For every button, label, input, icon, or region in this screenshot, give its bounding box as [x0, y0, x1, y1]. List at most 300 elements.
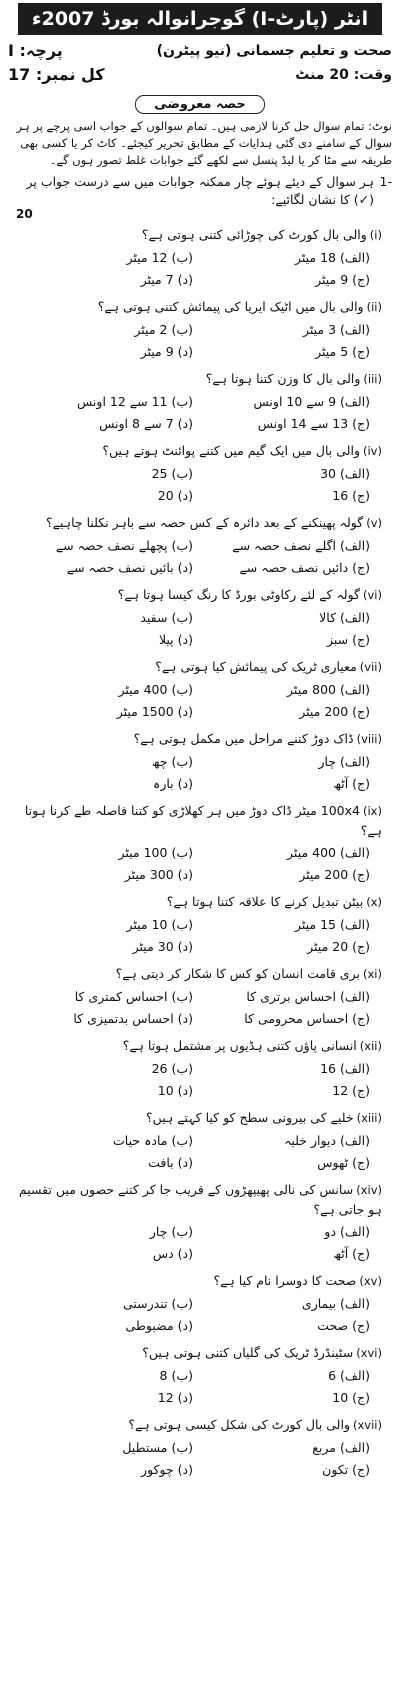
option-letter: (الف) [340, 754, 370, 769]
option-text: مادہ حیات [113, 1133, 168, 1148]
option-item[interactable] [193, 1244, 370, 1263]
option-letter: (الف) [340, 466, 370, 481]
question-text [8, 657, 392, 677]
option-item[interactable] [16, 1081, 193, 1100]
option-letter: (ج) [352, 1390, 370, 1405]
option-letter: (د) [177, 1011, 193, 1026]
option-letter: (الف) [340, 610, 370, 625]
option-text: 7 سے 8 اونس [99, 416, 174, 431]
option-item[interactable] [193, 270, 370, 289]
option-item[interactable] [16, 486, 193, 505]
question-number: (iii) [363, 372, 382, 386]
subject-label: صحت و تعلیم جسمانی (نیو پیٹرن) [156, 43, 392, 59]
option-text: 8 [159, 1368, 168, 1383]
question-stem: سٹینڈرڈ ٹریک کی گلیاں کتنی ہوتی ہیں؟ [142, 1345, 354, 1360]
option-letter: (ج) [352, 1155, 370, 1170]
option-letter: (ج) [352, 344, 370, 359]
option-letter: (الف) [340, 1368, 370, 1383]
option-text: چار [149, 1224, 168, 1239]
question-number: (xvii) [352, 1418, 382, 1432]
option-item[interactable] [193, 937, 370, 956]
option-letter: (د) [177, 704, 193, 719]
option-text: 3 میٹر [302, 322, 337, 337]
option-text: پیلا [158, 632, 174, 647]
option-item[interactable] [16, 608, 193, 627]
option-item[interactable] [16, 1009, 193, 1028]
question-number: (i) [369, 228, 382, 242]
option-letter: (ب) [171, 845, 193, 860]
options-grid [8, 984, 392, 1028]
options-grid [8, 1291, 392, 1335]
option-text: 1500 میٹر [116, 704, 174, 719]
option-text: اگلے نصف حصہ سے [232, 538, 337, 553]
question-item [8, 369, 392, 433]
option-letter: (ج) [352, 272, 370, 287]
option-text: 9 میٹر [315, 272, 349, 287]
options-grid [8, 1363, 392, 1407]
option-text: 16 [332, 488, 349, 503]
question-item [8, 1415, 392, 1479]
question-item [8, 801, 392, 884]
option-text: مضبوطی [125, 1318, 174, 1333]
option-text: آٹھ [333, 776, 349, 791]
question-stem: گولہ پھینکنے کے بعد دائرہ کے کس حصہ سے باہر نکلنا چاہیے؟ [46, 515, 364, 530]
option-item[interactable] [16, 1460, 193, 1479]
option-item[interactable] [193, 865, 370, 884]
option-letter: (الف) [340, 989, 370, 1004]
option-text: 12 [157, 1390, 174, 1405]
option-item[interactable] [16, 1366, 193, 1385]
question-list [8, 225, 392, 1479]
options-grid [8, 677, 392, 721]
option-letter: (د) [177, 488, 193, 503]
option-letter: (ب) [171, 1440, 193, 1455]
option-item[interactable] [16, 1294, 193, 1313]
option-letter: (ج) [352, 560, 370, 575]
question-number: (xi) [362, 967, 382, 981]
option-text: 18 میٹر [294, 250, 337, 265]
question-text [8, 513, 392, 533]
option-letter: (الف) [340, 682, 370, 697]
option-item[interactable] [193, 915, 370, 934]
option-text: پچھلے نصف حصہ سے [55, 538, 168, 553]
option-item[interactable] [193, 1316, 370, 1335]
option-text: 800 میٹر [287, 682, 337, 697]
question-item [8, 964, 392, 1028]
question-number: (xiii) [356, 1111, 382, 1125]
option-text: آٹھ [333, 1246, 349, 1261]
option-text: 9 میٹر [140, 344, 174, 359]
option-text: 10 [157, 1083, 174, 1098]
option-text: 26 [151, 1061, 168, 1076]
question-number: (v) [366, 516, 382, 530]
question-text [8, 892, 392, 912]
question-stem: والی بال کورٹ کی شکل کیسی ہوتی ہے؟ [128, 1417, 350, 1432]
option-letter: (د) [177, 776, 193, 791]
option-text: 11 سے 12 اونس [77, 394, 168, 409]
question-number: (vii) [359, 660, 382, 674]
option-letter: (ج) [352, 632, 370, 647]
question-stem: خلیے کی بیرونی سطح کو کیا کہتے ہیں؟ [146, 1110, 354, 1125]
option-letter: (د) [177, 560, 193, 575]
option-item[interactable] [193, 702, 370, 721]
question-text [8, 225, 392, 245]
option-item[interactable] [193, 1009, 370, 1028]
question-item [8, 1108, 392, 1172]
option-item[interactable] [16, 752, 193, 771]
option-letter: (ب) [171, 1368, 193, 1383]
question-stem: انسانی پاؤں کتنی ہڈیوں پر مشتمل ہوتا ہے؟ [122, 1038, 357, 1053]
option-letter: (ب) [171, 322, 193, 337]
option-letter: (د) [177, 1083, 193, 1098]
option-item[interactable] [16, 680, 193, 699]
option-letter: (ج) [352, 1318, 370, 1333]
option-text: 10 [332, 1390, 349, 1405]
title-bar [8, 0, 392, 39]
option-letter: (ج) [352, 1011, 370, 1026]
option-text: 6 [328, 1368, 337, 1383]
time-label: وقت: 20 منٹ [295, 67, 392, 83]
question-text [8, 1108, 392, 1128]
question-item [8, 225, 392, 289]
option-letter: (د) [177, 1318, 193, 1333]
option-letter: (الف) [340, 1296, 370, 1311]
question-item [8, 892, 392, 956]
option-letter: (ب) [171, 538, 193, 553]
question-text [8, 964, 392, 984]
option-text: 20 میٹر [307, 939, 349, 954]
question-item [8, 1180, 392, 1263]
options-grid [8, 317, 392, 361]
option-letter: (د) [177, 1390, 193, 1405]
option-item[interactable] [193, 630, 370, 649]
option-text: احساس بدتمیزی کا [73, 1011, 174, 1026]
option-letter: (ج) [352, 488, 370, 503]
option-item[interactable] [193, 536, 370, 555]
option-item[interactable] [16, 987, 193, 1006]
question-stem: والی بال کا وزن کتنا ہوتا ہے؟ [205, 371, 361, 386]
options-grid [8, 912, 392, 956]
option-text: 16 [320, 1061, 337, 1076]
option-text: 9 سے 10 اونس [253, 394, 337, 409]
option-item[interactable] [193, 1366, 370, 1385]
option-item[interactable] [193, 414, 370, 433]
option-text: بیماری [301, 1296, 337, 1311]
question-text [8, 1415, 392, 1435]
option-text: سبز [327, 632, 349, 647]
question-item [8, 1271, 392, 1335]
option-item[interactable] [193, 752, 370, 771]
option-item[interactable] [16, 464, 193, 483]
option-letter: (الف) [340, 1061, 370, 1076]
option-letter: (د) [177, 867, 193, 882]
option-item[interactable] [16, 414, 193, 433]
question-text [8, 1343, 392, 1363]
question-item [8, 441, 392, 505]
option-text: احساس محرومی کا [244, 1011, 349, 1026]
option-item[interactable] [16, 1316, 193, 1335]
option-item[interactable] [193, 464, 370, 483]
option-letter: (ب) [171, 610, 193, 625]
option-text: دو [324, 1224, 337, 1239]
option-letter: (الف) [340, 250, 370, 265]
options-grid [8, 749, 392, 793]
option-item[interactable] [193, 1081, 370, 1100]
question-item [8, 1343, 392, 1407]
header-row-1 [8, 39, 392, 63]
option-letter: (ج) [352, 1083, 370, 1098]
options-grid [8, 1435, 392, 1479]
question-number: (xii) [359, 1039, 382, 1053]
option-text: چھ [151, 754, 168, 769]
option-letter: (ج) [352, 1246, 370, 1261]
option-letter: (ج) [352, 939, 370, 954]
option-text: دس [152, 1246, 174, 1261]
option-letter: (د) [177, 1155, 193, 1170]
option-text: 30 [320, 466, 337, 481]
question-stem: سانس کی نالی پھیپھڑوں کے قریب جا کر کتنے حصوں میں تقسیم ہو جاتی ہے؟ [18, 1182, 382, 1217]
option-letter: (د) [177, 1246, 193, 1261]
question-number: (ix) [362, 804, 382, 818]
option-item[interactable] [16, 342, 193, 361]
option-letter: (ب) [171, 917, 193, 932]
option-letter: (الف) [340, 538, 370, 553]
option-item[interactable] [193, 987, 370, 1006]
option-text: کالا [319, 610, 337, 625]
paper-label: پرچہ: I [8, 41, 63, 60]
option-item[interactable] [16, 843, 193, 862]
question-text [8, 441, 392, 461]
question-item [8, 513, 392, 577]
option-letter: (ج) [352, 867, 370, 882]
option-item[interactable] [16, 774, 193, 793]
option-text: 2 میٹر [134, 322, 168, 337]
option-text: تندرستی [122, 1296, 168, 1311]
option-item[interactable] [16, 1059, 193, 1078]
option-item[interactable] [193, 843, 370, 862]
question-number: (xvi) [356, 1346, 382, 1360]
instruction-marks: 20 [16, 207, 33, 221]
option-letter: (ج) [352, 416, 370, 431]
question-stem: ڈاک دوڑ کتنے مراحل میں مکمل ہوتی ہے؟ [133, 731, 354, 746]
option-item[interactable] [193, 1460, 370, 1479]
question-number: (xiv) [356, 1183, 382, 1197]
question-stem: صحت کا دوسرا نام کیا ہے؟ [213, 1273, 357, 1288]
option-text: 12 [332, 1083, 349, 1098]
option-letter: (ب) [171, 1224, 193, 1239]
option-letter: (ج) [352, 704, 370, 719]
option-letter: (ب) [171, 989, 193, 1004]
question-stem: والی بال میں اٹیک ایریا کی پیمائش کتنی ہوتی ہے؟ [97, 299, 364, 314]
option-letter: (ب) [171, 1061, 193, 1076]
option-text: چار [318, 754, 337, 769]
option-letter: (ج) [352, 1462, 370, 1477]
option-item[interactable] [16, 536, 193, 555]
option-item[interactable] [16, 865, 193, 884]
option-letter: (ج) [352, 776, 370, 791]
option-item[interactable] [193, 774, 370, 793]
option-text: 7 میٹر [140, 272, 174, 287]
option-text: 10 میٹر [126, 917, 168, 932]
total-marks-label: کل نمبر: 17 [8, 65, 105, 84]
options-grid [8, 533, 392, 577]
option-text: 30 میٹر [132, 939, 174, 954]
option-item[interactable] [16, 937, 193, 956]
option-text: 13 سے 14 اونس [257, 416, 349, 431]
option-item[interactable] [16, 1153, 193, 1172]
option-letter: (ب) [171, 682, 193, 697]
options-grid [8, 605, 392, 649]
option-text: مستطیل [122, 1440, 168, 1455]
option-text: صحت [317, 1318, 349, 1333]
question-number: (viii) [356, 732, 382, 746]
question-stem: بیٹن تبدیل کرنے کا علاقہ کتنا ہوتا ہے؟ [166, 894, 364, 909]
question-stem: معیاری ٹریک کی پیمائش کیا ہوتی ہے؟ [155, 659, 357, 674]
question-stem: والی بال میں ایک گیم میں کتنے پوائنٹ ہوتے ہیں؟ [102, 443, 360, 458]
option-letter: (د) [177, 632, 193, 647]
option-letter: (ب) [171, 466, 193, 481]
option-text: ٹھوس [317, 1155, 349, 1170]
question-text [8, 297, 392, 317]
option-letter: (ب) [171, 1133, 193, 1148]
option-item[interactable] [193, 342, 370, 361]
question-text [8, 585, 392, 605]
options-grid [8, 245, 392, 289]
option-item[interactable] [193, 1131, 370, 1150]
question-text [8, 1271, 392, 1291]
options-grid [8, 1128, 392, 1172]
option-item[interactable] [193, 1438, 370, 1457]
option-item[interactable] [16, 1388, 193, 1407]
question-item [8, 657, 392, 721]
option-letter: (د) [177, 939, 193, 954]
page-title: انٹر (پارٹ-I) گوجرانوالہ بورڈ 2007ء [18, 3, 382, 35]
option-letter: (د) [177, 1462, 193, 1477]
option-text: 20 [157, 488, 174, 503]
option-text: احساس برتری کا [246, 989, 337, 1004]
option-item[interactable] [193, 320, 370, 339]
option-item[interactable] [193, 558, 370, 577]
option-text: بارہ [153, 776, 174, 791]
option-item[interactable] [193, 248, 370, 267]
question-number: (xv) [359, 1274, 382, 1288]
option-letter: (د) [177, 416, 193, 431]
option-item[interactable] [16, 558, 193, 577]
question-stem: گولہ کے لئے رکاوٹی بورڈ کا رنگ کیسا ہوتا ہے؟ [117, 587, 360, 602]
option-text: مربع [312, 1440, 337, 1455]
option-letter: (ب) [171, 250, 193, 265]
option-letter: (الف) [340, 1440, 370, 1455]
option-text: 5 میٹر [315, 344, 349, 359]
option-letter: (الف) [340, 845, 370, 860]
option-text: بافت [148, 1155, 174, 1170]
option-text: 400 میٹر [118, 682, 168, 697]
option-letter: (الف) [340, 1224, 370, 1239]
option-item[interactable] [16, 1131, 193, 1150]
question-text [8, 1180, 392, 1219]
option-text: دائیں نصف حصہ سے [239, 560, 349, 575]
option-item[interactable] [193, 608, 370, 627]
instruction-text: ہر سوال کے دیئے ہوئے چار ممکنہ جوابات میں سے درست جواب پر (✓) کا نشان لگائیے: [26, 174, 374, 207]
option-text: تکون [322, 1462, 349, 1477]
option-text: سفید [140, 610, 168, 625]
option-item[interactable] [16, 915, 193, 934]
question-number: (iv) [362, 444, 382, 458]
option-letter: (د) [177, 272, 193, 287]
option-text: 200 میٹر [299, 704, 349, 719]
option-item[interactable] [16, 1222, 193, 1241]
option-text: 400 میٹر [287, 845, 337, 860]
option-item[interactable] [193, 1388, 370, 1407]
option-text: 300 میٹر [124, 867, 174, 882]
option-item[interactable] [16, 270, 193, 289]
question-stem: والی بال کورٹ کی چوڑائی کتنی ہوتی ہے؟ [141, 227, 367, 242]
options-grid [8, 461, 392, 505]
option-text: 25 [151, 466, 168, 481]
question-item [8, 297, 392, 361]
option-letter: (الف) [340, 322, 370, 337]
option-text: بائیں نصف حصہ سے [66, 560, 174, 575]
option-item[interactable] [193, 392, 370, 411]
section-header [8, 93, 392, 114]
option-item[interactable] [193, 486, 370, 505]
option-item[interactable] [16, 702, 193, 721]
question-stem: بری قامت انسان کو کس کا شکار کر دیتی ہے؟ [115, 966, 360, 981]
option-item[interactable] [193, 1222, 370, 1241]
instruction [8, 173, 392, 209]
option-letter: (الف) [340, 394, 370, 409]
question-text [8, 369, 392, 389]
option-item[interactable] [193, 680, 370, 699]
option-text: 200 میٹر [299, 867, 349, 882]
instruction-number: -1 [379, 174, 392, 189]
option-item[interactable] [193, 1294, 370, 1313]
option-item[interactable] [16, 630, 193, 649]
section-title: حصہ معروضی [135, 95, 265, 114]
option-text: 100 میٹر [118, 845, 168, 860]
option-letter: (ب) [171, 394, 193, 409]
options-grid [8, 1056, 392, 1100]
options-grid [8, 1219, 392, 1263]
option-text: احساس کمتری کا [74, 989, 168, 1004]
option-text: 15 میٹر [294, 917, 337, 932]
option-letter: (الف) [340, 917, 370, 932]
option-item[interactable] [16, 1438, 193, 1457]
option-item[interactable] [193, 1059, 370, 1078]
question-number: (x) [366, 895, 382, 909]
option-item[interactable] [16, 1244, 193, 1263]
option-item[interactable] [16, 392, 193, 411]
option-text: دیوار خلیہ [284, 1133, 337, 1148]
question-item [8, 585, 392, 649]
option-text: 12 میٹر [126, 250, 168, 265]
note-text: نوٹ: تمام سوال حل کرنا لازمی ہیں۔ تمام سوالوں کے جواب اسی پرچے پر ہر سوال کے سامنے دی گئی ہدایات کے مطابق تحریر کیجئے۔ کاٹ کر یا کسی بھی طریقہ سے مٹا کر یا لیڈ پنسل سے لکھے گئے جوابات غلط تصور ہوں گے۔ [16, 119, 392, 167]
header-row-2 [8, 63, 392, 87]
question-item [8, 729, 392, 793]
question-text [8, 801, 392, 840]
question-stem: 100x4 میٹر ڈاک دوڑ میں ہر کھلاڑی کو کتنا فاصلہ طے کرنا ہوتا ہے؟ [24, 803, 382, 838]
question-number: (vi) [362, 588, 382, 602]
question-item [8, 1036, 392, 1100]
question-number: (ii) [366, 300, 382, 314]
option-item[interactable] [16, 248, 193, 267]
option-text: چوکور [141, 1462, 174, 1477]
options-grid [8, 840, 392, 884]
options-grid [8, 389, 392, 433]
option-item[interactable] [193, 1153, 370, 1172]
option-letter: (ب) [171, 754, 193, 769]
option-item[interactable] [16, 320, 193, 339]
